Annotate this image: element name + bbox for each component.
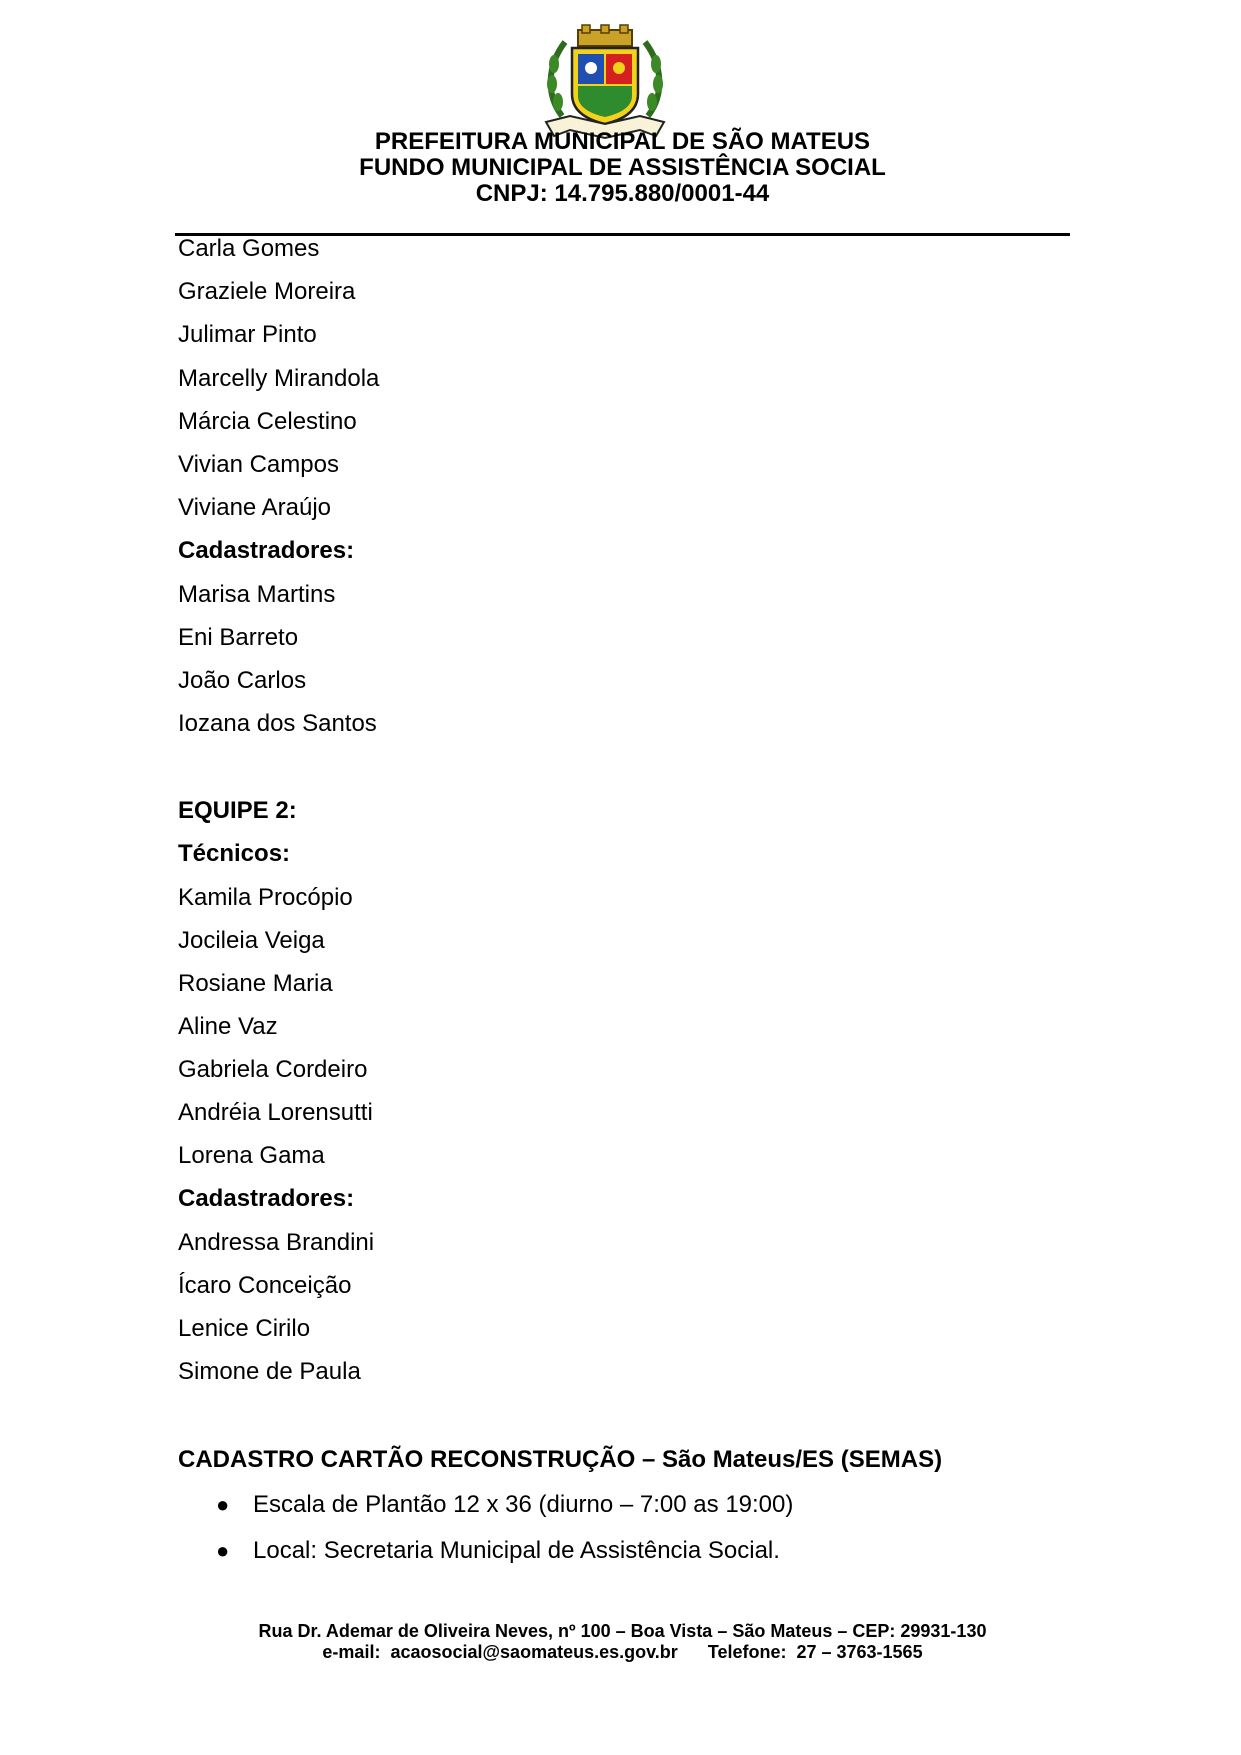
header-municipality: PREFEITURA MUNICIPAL DE SÃO MATEUS [374,128,871,155]
list-item: João Carlos [178,667,307,694]
list-item: Marisa Martins [178,581,336,608]
list-item: Andréia Lorensutti [178,1099,373,1126]
bullet-icon: ● [216,1538,230,1563]
team2-tecnicos-heading: Técnicos: [178,840,291,867]
list-item: Jocileia Veiga [178,927,325,954]
list-item: Kamila Procópio [178,884,353,911]
list-item: Julimar Pinto [178,321,317,348]
list-item: Ícaro Conceição [178,1272,352,1299]
list-item: Carla Gomes [178,235,320,262]
list-item: Iozana dos Santos [178,710,377,737]
list-item: Márcia Celestino [178,408,357,435]
list-item: Andressa Brandini [178,1229,375,1256]
list-item: Marcelly Mirandola [178,365,380,392]
list-item: Vivian Campos [178,451,339,478]
footer-address: Rua Dr. Ademar de Oliveira Neves, nº 100 – Boa Vista – São Mateus – CEP: 29931-130 [258,1621,987,1641]
list-item: Lorena Gama [178,1142,325,1169]
footer-contact: e-mail: acaosocial@saomateus.es.gov.br Telefone: 27 – 3763-1565 [322,1642,923,1662]
list-item: Graziele Moreira [178,278,356,305]
team2-cadastradores-heading: Cadastradores: [178,1185,355,1212]
team1-cadastradores-heading: Cadastradores: [178,537,355,564]
municipal-crest-logo [540,24,670,142]
cadastro-title: CADASTRO CARTÃO RECONSTRUÇÃO – São Mateus/ES (SEMAS) [178,1446,943,1473]
header-fund: FUNDO MUNICIPAL DE ASSISTÊNCIA SOCIAL [359,154,886,181]
list-item: Simone de Paula [178,1358,361,1385]
list-item: Eni Barreto [178,624,299,651]
bullet-item: Local: Secretaria Municipal de Assistência Social. [253,1537,780,1564]
list-item: Aline Vaz [178,1013,278,1040]
bullet-icon: ● [216,1492,230,1517]
bullet-item: Escala de Plantão 12 x 36 (diurno – 7:00 as 19:00) [253,1491,794,1518]
team2-title: EQUIPE 2: [178,797,297,824]
list-item: Lenice Cirilo [178,1315,311,1342]
header-cnpj: CNPJ: 14.795.880/0001-44 [475,180,770,207]
list-item: Rosiane Maria [178,970,333,997]
list-item: Gabriela Cordeiro [178,1056,368,1083]
list-item: Viviane Araújo [178,494,331,521]
